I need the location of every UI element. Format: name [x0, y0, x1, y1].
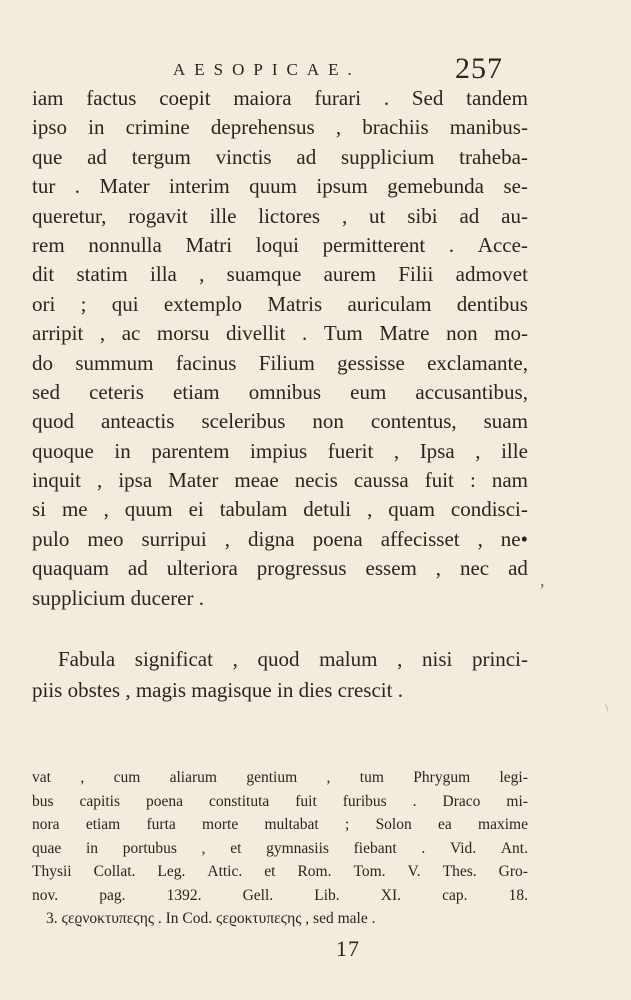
word: et — [264, 863, 276, 880]
margin-mark: , — [540, 570, 545, 590]
word: lictores — [258, 203, 321, 228]
word: significat — [134, 647, 213, 671]
word: constituta — [208, 792, 270, 810]
word: , — [475, 438, 481, 463]
word: quum — [124, 497, 173, 522]
word: . — [448, 232, 455, 257]
word: ; — [80, 291, 87, 316]
page-number: 257 — [455, 52, 503, 85]
word: eum — [350, 379, 387, 404]
word: tur — [32, 174, 56, 199]
word: admovet — [455, 262, 528, 287]
word: sibi — [407, 203, 438, 228]
word: brachiis — [362, 115, 429, 140]
word: tandem — [466, 86, 528, 110]
main-text — [32, 84, 528, 613]
word: , — [99, 321, 106, 346]
word: ei — [188, 497, 204, 522]
text-line — [32, 143, 528, 172]
word: nisi — [421, 647, 453, 671]
word: , — [341, 203, 348, 228]
word: queretur, — [32, 203, 107, 228]
word: Matri — [185, 232, 233, 257]
word: Fabula — [58, 647, 116, 671]
word: , — [103, 497, 109, 522]
word: , — [97, 468, 103, 493]
word: furibus — [342, 792, 387, 810]
word: iam — [32, 86, 64, 110]
word: ille — [501, 438, 528, 463]
corner-mark: \ — [605, 700, 609, 714]
word: ille — [209, 203, 237, 228]
word: Filii — [398, 262, 434, 287]
word: necis — [294, 468, 338, 493]
word: ; — [344, 816, 350, 833]
word: Sed — [411, 86, 444, 110]
word: rem — [32, 232, 65, 257]
word: pulo — [32, 526, 70, 551]
text-line — [32, 231, 528, 260]
word: ne• — [500, 526, 528, 551]
word: manibus- — [449, 115, 528, 140]
word: Phrygum — [413, 769, 471, 786]
word: nam — [491, 468, 528, 493]
word: bus — [32, 792, 54, 810]
word: ceteris — [89, 379, 144, 404]
word: ipsa — [118, 468, 153, 493]
text-line — [32, 466, 528, 495]
word: nora — [32, 816, 60, 833]
word: loqui — [255, 232, 299, 257]
word: malum — [319, 647, 378, 671]
word: . — [421, 839, 426, 857]
word: Ipsa — [419, 438, 455, 463]
word: cap. — [442, 886, 468, 904]
word: exclamante, — [427, 350, 528, 375]
note-line — [32, 790, 528, 814]
word: pag. — [99, 886, 126, 904]
word: tergum — [131, 144, 191, 169]
word: vat — [32, 769, 51, 786]
word: . — [412, 792, 417, 810]
word: aliarum — [169, 769, 217, 786]
word: 1392. — [166, 886, 202, 904]
word: factus — [86, 86, 137, 110]
word: dit — [32, 262, 55, 287]
word: etiam — [172, 379, 220, 404]
word: supplicium — [341, 144, 435, 169]
word: anteactis — [100, 409, 175, 434]
word: poena — [145, 792, 183, 810]
word: gessisse — [337, 350, 405, 375]
text-line — [32, 495, 528, 524]
word: surripui — [141, 526, 207, 551]
word: , — [201, 839, 206, 857]
word: Collat. — [93, 863, 136, 880]
word: ea — [438, 816, 452, 833]
word: dentibus — [456, 291, 528, 316]
word: detuli — [303, 497, 352, 522]
word: Lib. — [314, 886, 340, 904]
word: fuit — [295, 792, 317, 810]
word: ut — [369, 203, 386, 228]
word: gentium — [246, 769, 298, 786]
text-line — [32, 525, 528, 554]
word: , — [397, 647, 403, 671]
word: affecisset — [380, 526, 460, 551]
word: quod — [257, 647, 300, 671]
signature-mark: 17 — [336, 936, 360, 961]
text-line — [32, 319, 528, 348]
word: caussa — [353, 468, 409, 493]
word: illa — [150, 262, 177, 287]
word: ori — [32, 291, 56, 316]
word: impius — [250, 438, 308, 463]
word: statim — [76, 262, 128, 287]
word: condisci- — [450, 497, 528, 522]
word: quaquam — [32, 556, 109, 581]
word: maiora — [233, 86, 292, 110]
word: maxime — [478, 816, 528, 833]
running-head: AESOPICAE. — [173, 60, 361, 79]
word: . — [383, 86, 390, 110]
note-line — [32, 837, 528, 861]
word: Tom. — [353, 863, 386, 880]
word: legi- — [499, 769, 528, 786]
word: Filium — [258, 350, 315, 375]
word: que — [32, 144, 63, 169]
word: do — [32, 350, 53, 375]
word: , — [80, 769, 85, 786]
word: etiam — [85, 816, 121, 833]
word: nov. — [32, 886, 59, 904]
word: XI. — [380, 886, 402, 904]
note-line — [32, 813, 528, 837]
word: Thysii — [32, 863, 72, 880]
word: quod — [32, 409, 74, 434]
text-line: supplicium ducerer . — [32, 585, 205, 610]
word: ad — [87, 144, 107, 169]
text-line — [32, 349, 528, 378]
word: fuit — [424, 468, 454, 493]
word: Vid. — [449, 839, 477, 857]
word: ad — [127, 556, 148, 581]
word: capitis — [79, 792, 120, 810]
word: gemebunda — [387, 174, 484, 199]
word: extemplo — [163, 291, 243, 316]
word: , — [435, 556, 442, 581]
word: sed — [32, 379, 60, 404]
text-line — [32, 202, 528, 231]
word: inquit — [32, 468, 82, 493]
word: portubus — [122, 839, 177, 857]
word: aurem — [323, 262, 377, 287]
word: quam — [388, 497, 435, 522]
word: permitterent — [322, 232, 426, 257]
word: tum — [359, 769, 384, 786]
text-line — [32, 554, 528, 583]
moral-paragraph — [32, 644, 528, 706]
text-line — [32, 113, 528, 142]
word: , — [326, 769, 331, 786]
word: progressus — [256, 556, 347, 581]
word: quae — [32, 839, 62, 857]
word: Rom. — [297, 863, 332, 880]
note-line — [32, 860, 528, 884]
word: et — [230, 839, 242, 857]
word: ad — [508, 556, 528, 581]
word: in — [114, 438, 131, 463]
word: sceleribus — [201, 409, 286, 434]
word: meo — [87, 526, 124, 551]
word: interim — [169, 174, 230, 199]
word: morsu — [156, 321, 210, 346]
word: 18. — [508, 886, 528, 904]
word: mi- — [506, 792, 528, 810]
word: contentus, — [370, 409, 457, 434]
word: non — [446, 321, 478, 346]
text-line — [32, 84, 528, 113]
word: princi- — [471, 647, 528, 671]
word: mo- — [494, 321, 528, 346]
word: , — [367, 497, 373, 522]
text-line — [32, 437, 528, 466]
word: divellit — [225, 321, 286, 346]
word: suamque — [226, 262, 302, 287]
word: Thes. — [442, 863, 477, 880]
word: non — [312, 409, 344, 434]
word: deprehensus — [210, 115, 315, 140]
word: digna — [247, 526, 295, 551]
word: Matris — [267, 291, 323, 316]
word: Ant. — [500, 839, 528, 857]
word: essem — [365, 556, 417, 581]
word: Solon — [375, 816, 412, 833]
word: ipso — [32, 115, 68, 140]
word: ad — [459, 203, 480, 228]
word: se- — [503, 174, 528, 199]
word: in — [85, 839, 99, 857]
word: furari — [314, 86, 362, 110]
word: ad — [296, 144, 317, 169]
word: Gro- — [498, 863, 528, 880]
text-line — [32, 260, 528, 289]
word: facinus — [175, 350, 237, 375]
word: Tum — [323, 321, 363, 346]
word: , — [224, 526, 230, 551]
word: , — [477, 526, 483, 551]
word: , — [199, 262, 205, 287]
word: V. — [407, 863, 421, 880]
word: nec — [459, 556, 490, 581]
word: Acce- — [477, 232, 528, 257]
word: accusantibus, — [415, 379, 528, 404]
moral-line — [32, 644, 528, 675]
word: traheba- — [459, 144, 528, 169]
word: Leg. — [157, 863, 186, 880]
word: , — [393, 438, 400, 463]
word: Attic. — [207, 863, 243, 880]
note-line — [32, 884, 528, 908]
word: . — [74, 174, 81, 199]
word: me — [61, 497, 88, 522]
word: gymnasiis — [266, 839, 329, 857]
word: , — [335, 115, 342, 140]
word: quum — [249, 174, 297, 199]
word: multabat — [264, 816, 319, 833]
word: Draco — [442, 792, 481, 810]
word: si — [32, 497, 47, 522]
word: fiebant — [353, 839, 397, 857]
word: tabulam — [219, 497, 288, 522]
note-line — [32, 766, 528, 790]
word: meae — [234, 468, 279, 493]
word: Mater — [99, 174, 150, 199]
word: auriculam — [347, 291, 432, 316]
word: ac — [121, 321, 141, 346]
word: . — [302, 321, 308, 346]
word: Gell. — [242, 886, 274, 904]
word: poena — [312, 526, 363, 551]
word: cum — [113, 769, 141, 786]
word: crimine — [125, 115, 190, 140]
word: au- — [501, 203, 528, 228]
text-line — [32, 172, 528, 201]
word: quoque — [32, 438, 94, 463]
word: nonnulla — [88, 232, 162, 257]
word: : — [469, 468, 476, 493]
word: ulteriora — [166, 556, 238, 581]
word: , — [232, 647, 238, 671]
word: summum — [75, 350, 154, 375]
word: omnibus — [248, 379, 322, 404]
word: morte — [202, 816, 239, 833]
word: furta — [146, 816, 176, 833]
word: parentem — [151, 438, 230, 463]
word: qui — [111, 291, 139, 316]
text-line — [32, 378, 528, 407]
word: ipsum — [316, 174, 368, 199]
moral-line: piis obstes , magis magisque in dies crescit . — [32, 678, 403, 702]
word: arripit — [32, 321, 84, 346]
footnotes — [32, 766, 528, 931]
word: in — [88, 115, 105, 140]
word: rogavit — [128, 203, 188, 228]
word: Matre — [379, 321, 430, 346]
word: coepit — [159, 86, 211, 110]
word: suam — [483, 409, 528, 434]
text-line — [32, 407, 528, 436]
word: vinctis — [215, 144, 272, 169]
text-line — [32, 290, 528, 319]
word: Mater — [168, 468, 219, 493]
word: fuerit — [327, 438, 374, 463]
note-line: 3. ϛεϱνοκτυπεϛης . In Cod. ϛεϱοκτυπεϛης , sed male . — [46, 910, 376, 927]
